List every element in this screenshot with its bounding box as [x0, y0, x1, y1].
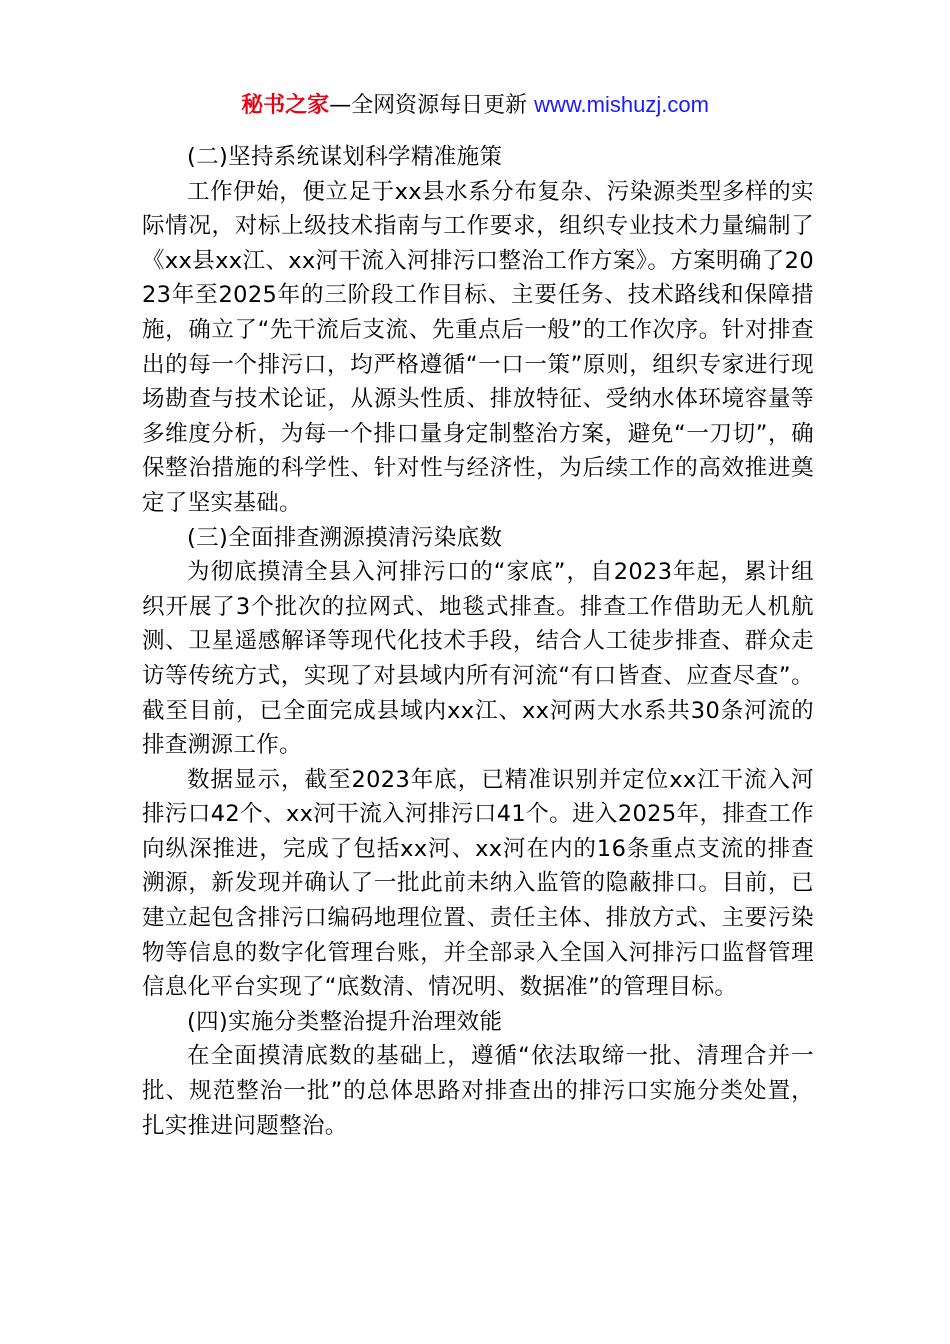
section-heading: (四)实施分类整治提升治理效能 [187, 1008, 503, 1035]
body-paragraph: 数据显示，截至2023年底，已精准识别并定位xx江干流入河排污口42个、xx河干流入河排污口41个。进入2025年，排查工作向纵深推进，完成了包括xx河、xx河在内的16条重点支流的排查溯源，新发现并确认了一批此前未纳入监管的隐蔽排口。目前，已建立起包含排污口编码地理位置、责任主体、排放方式、主要污染物等信息的数字化管理台账，并全部录入全国入河排污口监督管理信息化平台实现了“底数清、情况明、数据准”的管理目标。 [142, 766, 814, 1001]
section-heading: (三)全面排查溯源摸清污染底数 [187, 524, 503, 551]
body-paragraph: 在全面摸清底数的基础上，遵循“依法取缔一批、清理合并一批、规范整治一批”的总体思路对排查出的排污口实施分类处置，扎实推进问题整治。 [142, 1043, 814, 1139]
site-brand: 秘书之家 [241, 93, 330, 118]
body-paragraph: 为彻底摸清全县入河排污口的“家底”，自2023年起，累计组织开展了3个批次的拉网式、地毯式排查。排查工作借助无人机航测、卫星遥感解译等现代化技术手段，结合人工徒步排查、群众走访等传统方式，实现了对县域内所有河流“有口皆查、应查尽查”。截至目前，已全面完成县域内xx江、xx河两大水系共30条河流的排查溯源工作。 [142, 559, 814, 759]
site-tagline: —全网资源每日更新 [329, 93, 528, 118]
section-heading: (二)坚持系统谋划科学精准施策 [187, 144, 503, 170]
document-body [142, 140, 814, 1143]
site-url-link[interactable]: www.mishuzj.com [534, 92, 709, 117]
site-header [0, 90, 950, 121]
body-paragraph: 工作伊始，便立足于xx县水系分布复杂、污染源类型多样的实际情况，对标上级技术指南与工作要求，组织专业技术力量编制了《xx县xx江、xx河干流入河排污口整治工作方案》。方案明确了2023年至2025年的三阶段工作目标、主要任务、技术路线和保障措施，确立了“先干流后支流、先重点后一般”的工作次序。针对排查出的每一个排污口，均严格遵循“一口一策”原则，组织专家进行现场勘查与技术论证，从源头性质、排放特征、受纳水体环境容量等多维度分析，为每一个排口量身定制整治方案，避免“一刀切”，确保整治措施的科学性、针对性与经济性，为后续工作的高效推进奠定了坚实基础。 [142, 178, 814, 516]
